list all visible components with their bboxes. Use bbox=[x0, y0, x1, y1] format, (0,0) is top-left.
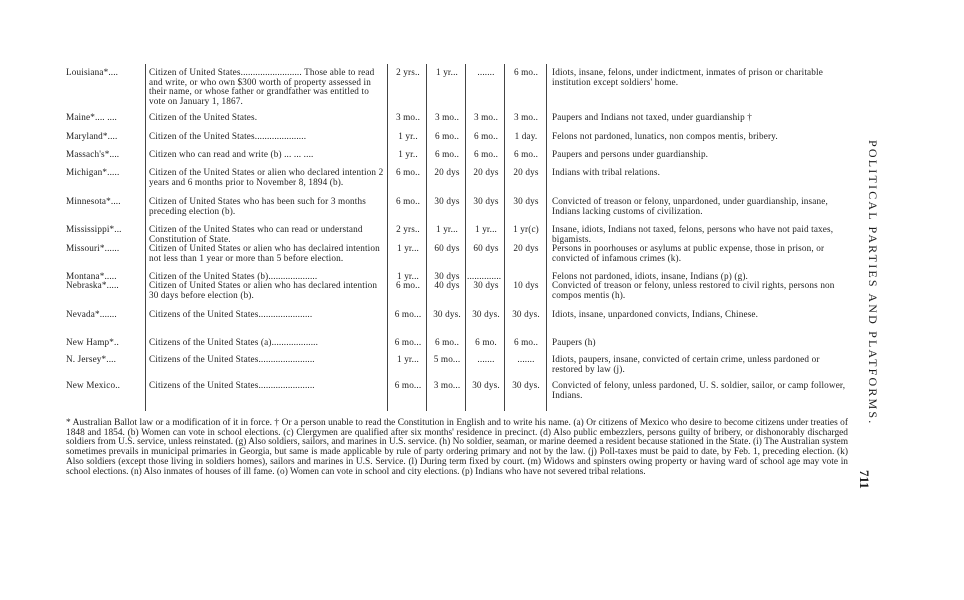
footnotes: * Australian Ballot law or a modification of it in force. † Or a person unable to read the Constitution in English and to write his name. (a) Or citizens of Mexico who desire to become citizens under treaties of 1848 and 1854. (b) Women can vote in school elections. (c) Clergymen are qualified after six months' residence in precinct. (d) Also public embezzlers, persons guilty of bribery, or dishonorably discharged soldiers from U.S. service, unless reinstated. (g) Also soldiers, sailors, and marines in U.S. service. (h) No soldier, seaman, or marine deemed a resident because stationed in the State. (i) The Australian system sometimes prevails in municipal primaries in Georgia, but same is made applicable by rule of party ordering primary and not by the law. (j) Poll-taxes must be paid to date, by Feb. 1, preceding election. (k) Also soldiers (except those living in soldiers homes), sailors and marines in U.S. Service. (l) During term fixed by court. (m) Widows and spinsters owing property or having ward of school age may vote in school elections. (n) Also inmates of houses of ill fame. (o) Women can vote in school and city elections. (p) Indians who have not severed tribal relations. bbox=[66, 418, 848, 477]
residence-town: ....... bbox=[477, 67, 495, 77]
residence-town: 6 mo.. bbox=[473, 131, 499, 141]
residence-precinct: 6 mo.. bbox=[513, 149, 539, 159]
residence-state: 1 yr.. bbox=[398, 131, 418, 141]
state-name: Maine*.... .... bbox=[66, 112, 117, 122]
excluded-persons: Idiots, insane, felons, under indictment, inmates of prison or charitable institution except soldiers' home. bbox=[552, 67, 823, 87]
state-name: Nevada*....... bbox=[66, 309, 117, 319]
residence-state: 1 yr... bbox=[397, 354, 419, 364]
residence-town: 60 dys bbox=[473, 243, 499, 253]
residence-county: 3 mo.. bbox=[434, 112, 460, 122]
excluded-persons: Insane, idiots, Indians not taxed, felons, persons who have not paid taxes, bigamists. bbox=[552, 224, 834, 244]
residence-state: 6 mo.. bbox=[395, 167, 421, 177]
residence-precinct: 1 day. bbox=[514, 131, 538, 141]
residence-town: 3 mo.. bbox=[473, 112, 499, 122]
residence-precinct: 20 dys bbox=[513, 167, 539, 177]
excluded-persons: Convicted of treason or felony, unpardoned, under guardianship, insane, Indians lacking customs of civilization. bbox=[552, 196, 828, 216]
residence-town: .............. bbox=[467, 271, 502, 281]
residence-county: 1 yr... bbox=[436, 224, 458, 234]
excluded-persons: Idiots, paupers, insane, convicted of certain crime, unless pardoned or restored by law (j). bbox=[552, 354, 820, 374]
page-number: 711 bbox=[857, 470, 872, 489]
excluded-persons: Paupers (h) bbox=[552, 337, 596, 347]
residence-state: 3 mo.. bbox=[395, 112, 421, 122]
residence-county: 30 dys bbox=[434, 271, 460, 281]
qualification-text: Citizen of the United States..................... bbox=[149, 131, 307, 141]
residence-precinct: 6 mo.. bbox=[513, 337, 539, 347]
state-name: Maryland*.... bbox=[66, 131, 118, 141]
qualification-text: Citizen of the United States or alien who declared intention 2 years and 6 months prior to November 8, 1894 (b). bbox=[149, 167, 384, 187]
state-name: New Hamp*.. bbox=[66, 337, 119, 347]
residence-town: 20 dys bbox=[473, 167, 499, 177]
qualification-text: Citizens of the United States...................... bbox=[149, 309, 313, 319]
residence-state: 6 mo... bbox=[394, 337, 422, 347]
excluded-persons: Felons not pardoned, idiots, insane, Indians (p) (g). bbox=[552, 271, 749, 281]
residence-county: 60 dys bbox=[434, 243, 460, 253]
qualification-text: Citizen of United States or alien who has declaired intention not less than 1 year or more than 5 before election. bbox=[149, 243, 380, 263]
excluded-persons: Felons not pardoned, lunatics, non compos mentis, bribery. bbox=[552, 131, 778, 141]
residence-precinct: 20 dys bbox=[513, 243, 539, 253]
residence-precinct: 30 dys. bbox=[512, 380, 540, 390]
residence-state: 6 mo.. bbox=[395, 196, 421, 206]
excluded-persons: Convicted of treason or felony, unless restored to civil rights, persons non compos mentis (h). bbox=[552, 280, 835, 300]
state-name: Michigan*..... bbox=[66, 167, 120, 177]
qualification-text: Citizen of the United States who can read or understand Constitution of State. bbox=[149, 224, 363, 244]
residence-state: 6 mo.. bbox=[395, 280, 421, 290]
running-header: POLITICAL PARTIES AND PLATFORMS. bbox=[866, 140, 880, 426]
column-rule bbox=[546, 64, 547, 411]
excluded-persons: Paupers and persons under guardianship. bbox=[552, 149, 709, 159]
residence-county: 6 mo.. bbox=[434, 337, 460, 347]
residence-town: 6 mo. bbox=[475, 337, 497, 347]
residence-state: 1 yr... bbox=[397, 271, 419, 281]
qualification-text: Citizen of United States who has been such for 3 months preceding election (b). bbox=[149, 196, 366, 216]
residence-town: 6 mo.. bbox=[473, 149, 499, 159]
residence-town: 30 dys. bbox=[472, 309, 500, 319]
excluded-persons: Paupers and Indians not taxed, under guardianship † bbox=[552, 112, 753, 122]
excluded-persons: Convicted of felony, unless pardoned, U. S. soldier, sailor, or camp follower, Indians. bbox=[552, 380, 846, 400]
residence-state: 2 yrs.. bbox=[396, 67, 420, 77]
residence-state: 2 yrs.. bbox=[396, 224, 420, 234]
residence-town: 1 yr... bbox=[475, 224, 497, 234]
state-name: Louisiana*.... bbox=[66, 67, 119, 77]
qualification-text: Citizen of United States......................... Those able to read and write, or who own $300 worth of property assessed in their name, or whose father or grandfather was entitled to vote on January 1, 1867. bbox=[149, 67, 375, 106]
residence-county: 5 mo... bbox=[433, 354, 461, 364]
residence-precinct: 30 dys. bbox=[512, 309, 540, 319]
qualification-text: Citizens of the United States (a)................... bbox=[149, 337, 319, 347]
qualification-text: Citizen who can read and write (b) ... ... .... bbox=[149, 149, 314, 159]
excluded-persons: Indians with tribal relations. bbox=[552, 167, 661, 177]
residence-county: 6 mo.. bbox=[434, 149, 460, 159]
qualification-text: Citizen of the United States (b).................... bbox=[149, 271, 318, 281]
state-name: Nebraska*..... bbox=[66, 280, 119, 290]
excluded-persons: Persons in poorhouses or asylums at public expense, those in prison, or convicted of infamous crimes (k). bbox=[552, 243, 825, 263]
residence-state: 6 mo... bbox=[394, 309, 422, 319]
residence-county: 30 dys. bbox=[433, 309, 461, 319]
state-name: Missouri*...... bbox=[66, 243, 120, 253]
residence-precinct: 1 yr(c) bbox=[513, 224, 539, 234]
residence-town: 30 dys. bbox=[472, 380, 500, 390]
residence-town: 30 dys bbox=[473, 280, 499, 290]
residence-county: 30 dys bbox=[434, 196, 460, 206]
qualification-text: Citizen of the United States. bbox=[149, 112, 258, 122]
residence-county: 6 mo.. bbox=[434, 131, 460, 141]
excluded-persons: Idiots, insane, unpardoned convicts, Indians, Chinese. bbox=[552, 309, 759, 319]
residence-precinct: ....... bbox=[517, 354, 535, 364]
residence-precinct: 3 mo.. bbox=[513, 112, 539, 122]
qualification-text: Citizens of the United States....................... bbox=[149, 354, 315, 364]
column-rule bbox=[387, 64, 388, 411]
residence-town: ....... bbox=[477, 354, 495, 364]
column-rule bbox=[426, 64, 427, 411]
residence-state: 1 yr.. bbox=[398, 149, 418, 159]
residence-county: 3 mo... bbox=[433, 380, 461, 390]
qualification-text: Citizen of United States or alien who has declared intention 30 days before election (b). bbox=[149, 280, 378, 300]
qualification-text: Citizens of the United States....................... bbox=[149, 380, 315, 390]
residence-county: 1 yr... bbox=[436, 67, 458, 77]
residence-precinct: 30 dys bbox=[513, 196, 539, 206]
residence-precinct: 10 dys bbox=[513, 280, 539, 290]
residence-town: 30 dys bbox=[473, 196, 499, 206]
state-name: Mississippi*... bbox=[66, 224, 122, 234]
residence-state: 6 mo... bbox=[394, 380, 422, 390]
residence-county: 20 dys bbox=[434, 167, 460, 177]
residence-state: 1 yr... bbox=[397, 243, 419, 253]
state-name: New Mexico.. bbox=[66, 380, 121, 390]
residence-precinct: 6 mo.. bbox=[513, 67, 539, 77]
state-name: N. Jersey*.... bbox=[66, 354, 117, 364]
residence-county: 40 dys bbox=[434, 280, 460, 290]
state-name: Massach's*.... bbox=[66, 149, 120, 159]
state-name: Minnesota*.... bbox=[66, 196, 121, 206]
state-name: Montana*..... bbox=[66, 271, 117, 281]
column-rule bbox=[145, 64, 146, 411]
